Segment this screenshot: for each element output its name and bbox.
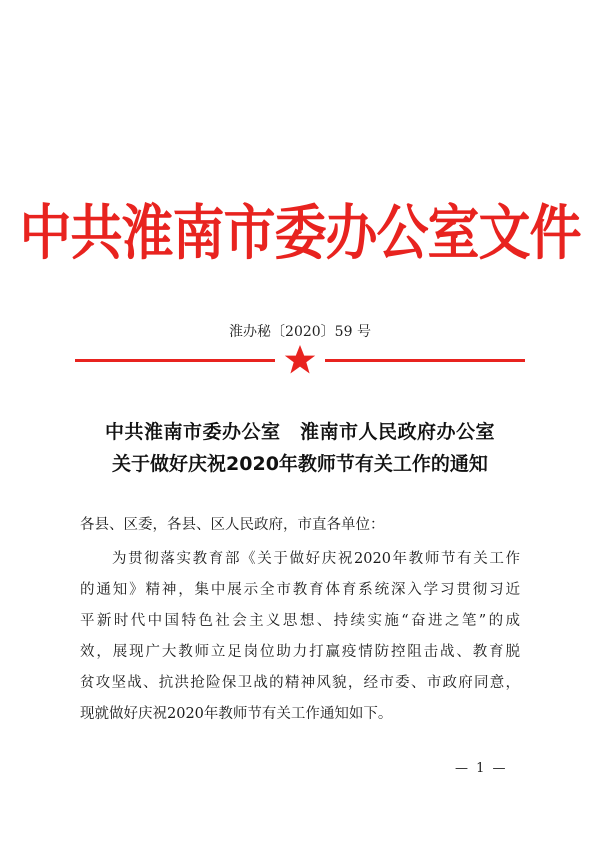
body-line: 现就做好庆祝2020年教师节有关工作通知如下。 xyxy=(80,706,393,722)
body-line: 效，展现广大教师立足岗位助力打赢疫情防控阻击战、教育脱 xyxy=(80,644,520,660)
divider-line-left xyxy=(75,359,275,362)
notice-title-line-2: 关于做好庆祝2020年教师节有关工作的通知 xyxy=(112,453,488,475)
notice-title-line-1: 中共淮南市委办公室 淮南市人民政府办公室 xyxy=(104,421,495,443)
divider-line-right xyxy=(325,359,525,362)
masthead-title: 中共淮南市委办公室文件 xyxy=(19,199,581,269)
document-number: 淮办秘〔2020〕59 号 xyxy=(229,324,371,340)
star-icon xyxy=(284,344,316,376)
body-line: 平新时代中国特色社会主义思想、持续实施“奋进之笔”的成 xyxy=(80,613,520,629)
body-line: 为贯彻落实教育部《关于做好庆祝2020年教师节有关工作 xyxy=(112,551,520,567)
body-paragraph xyxy=(80,544,520,730)
page-number: — 1 — xyxy=(455,761,508,776)
body-line: 贫攻坚战、抗洪抢险保卫战的精神风貌，经市委、市政府同意， xyxy=(80,675,520,691)
body-line: 的通知》精神，集中展示全市教育体育系统深入学习贯彻习近 xyxy=(80,582,520,598)
star-shape xyxy=(285,345,315,374)
salutation: 各县、区委，各县、区人民政府，市直各单位： xyxy=(80,517,385,533)
